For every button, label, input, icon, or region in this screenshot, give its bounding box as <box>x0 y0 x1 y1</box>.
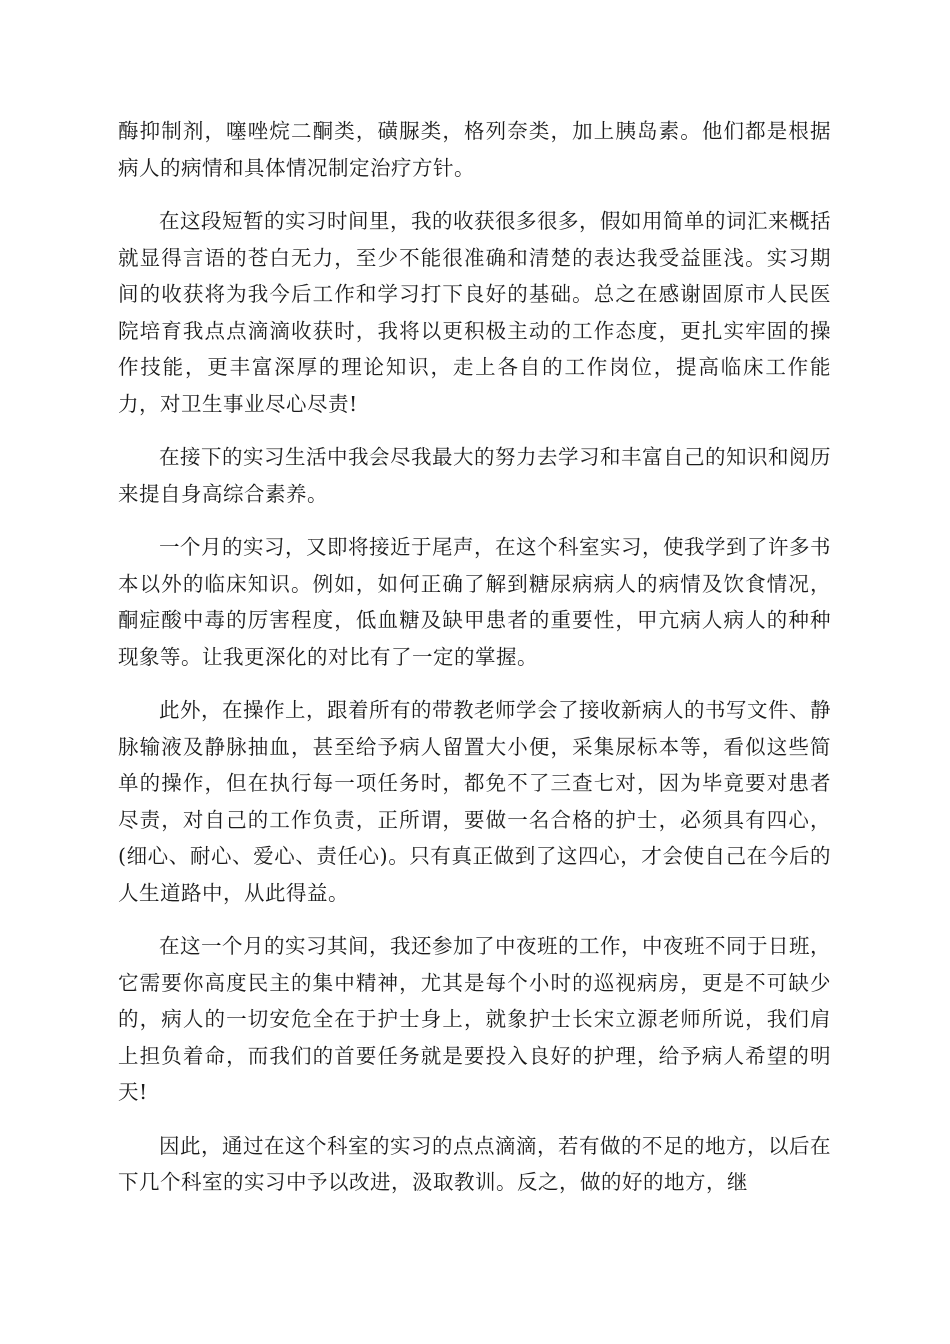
paragraph-conclusion: 因此，通过在这个科室的实习的点点滴滴，若有做的不足的地方，以后在下几个科室的实习中予以改进，汲取教训。反之，做的好的地方，继 <box>118 1133 831 1194</box>
paragraph-operations: 此外，在操作上，跟着所有的带教老师学会了接收新病人的书写文件、静脉输液及静脉抽血，甚至给予病人留置大小便，采集尿标本等，看似这些简单的操作，但在执行每一项任务时，都免不了三查七对，因为毕竟要对患者尽责，对自己的工作负责，正所谓，要做一名合格的护士，必须具有四心，(细心、耐心、爱心、责任心)。只有真正做到了这四心，才会使自己在今后的人生道路中，从此得益。 <box>118 698 831 905</box>
paragraph-night-shift: 在这一个月的实习其间，我还参加了中夜班的工作，中夜班不同于日班，它需要你高度民主的集中精神，尤其是每个小时的巡视病房，更是不可缺少的，病人的一切安危全在于护士身上，就象护士长宋立源老师所说，我们肩上担负着命，而我们的首要任务就是要投入良好的护理，给予病人希望的明天! <box>118 934 831 1104</box>
paragraph-continuation: 酶抑制剂，噻唑烷二酮类，磺脲类，格列奈类，加上胰岛素。他们都是根据病人的病情和具体情况制定治疗方针。 <box>118 119 831 180</box>
paragraph-internship-gains: 在这段短暂的实习时间里，我的收获很多很多，假如用简单的词汇来概括就显得言语的苍白无力，至少不能很准确和清楚的表达我受益匪浅。实习期间的收获将为我今后工作和学习打下良好的基础。总之在感谢固原市人民医院培育我点点滴滴收获时，我将以更积极主动的工作态度，更扎实牢固的操作技能，更丰富深厚的理论知识，走上各自的工作岗位，提高临床工作能力，对卫生事业尽心尽责! <box>118 209 831 416</box>
document-page <box>118 113 831 1218</box>
paragraph-clinical-knowledge: 一个月的实习，又即将接近于尾声，在这个科室实习，使我学到了许多书本以外的临床知识。例如，如何正确了解到糖尿病病人的病情及饮食情况，酮症酸中毒的厉害程度，低血糖及缺甲患者的重要性，甲亢病人病人的种种现象等。让我更深化的对比有了一定的掌握。 <box>118 535 831 669</box>
paragraph-future-effort: 在接下的实习生活中我会尽我最大的努力去学习和丰富自己的知识和阅历来提自身高综合素养。 <box>118 445 831 506</box>
